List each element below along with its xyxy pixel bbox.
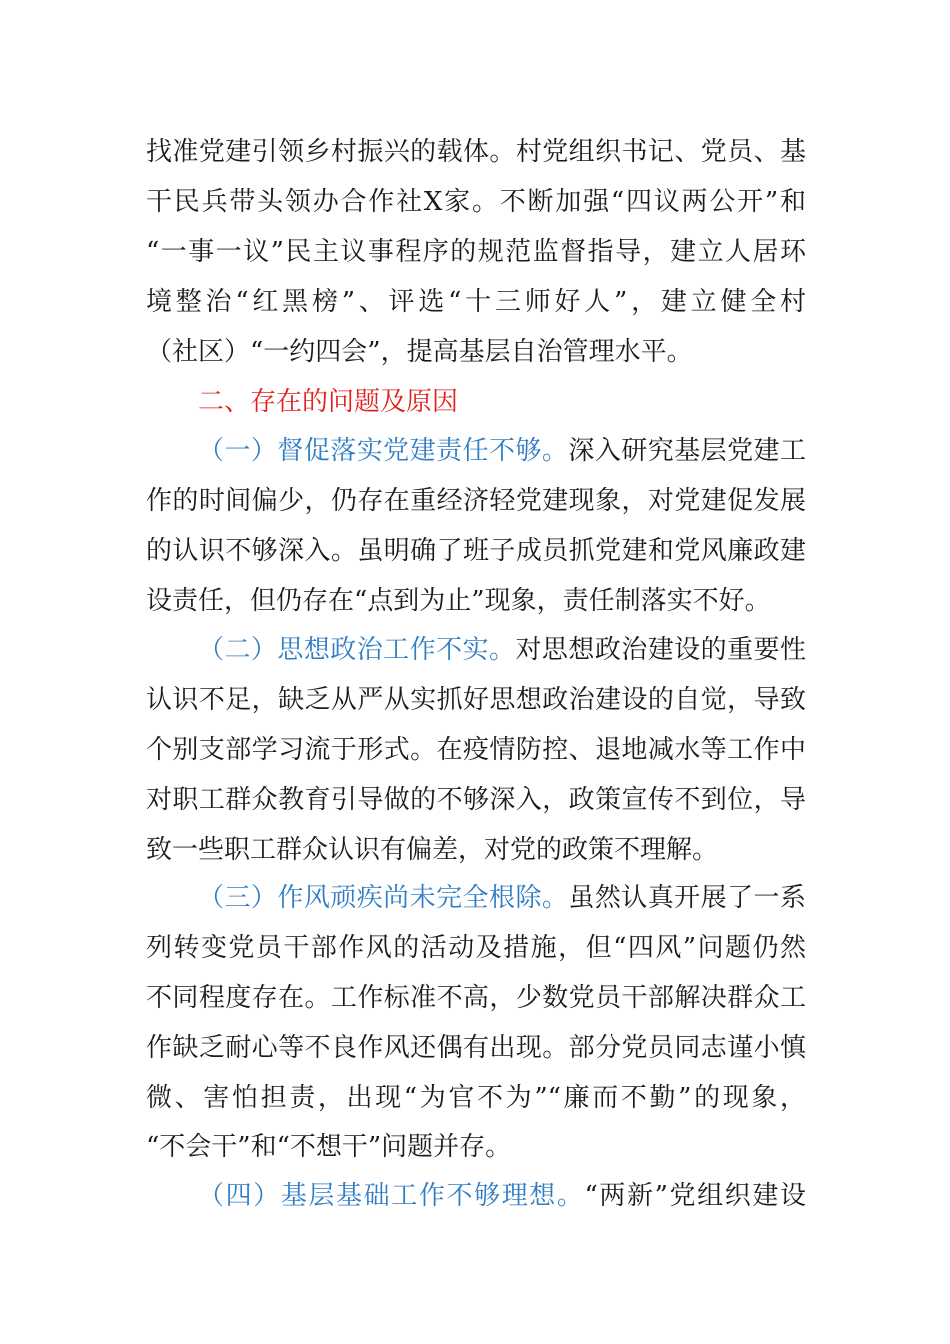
item-title: （三）作风顽疾尚未完全根除。 — [198, 883, 569, 913]
item-first-line — [198, 880, 806, 916]
body-text-line: 境整治“红黑榜”、评选“十三师好人”，建立健全村 — [146, 287, 806, 317]
item-first-line — [198, 433, 806, 469]
body-text-line: “不会干”和“不想干”问题并存。 — [146, 1132, 512, 1162]
item-first-line — [198, 632, 806, 668]
body-text-line: 设责任，但仍存在“点到为止”现象，责任制落实不好。 — [146, 586, 771, 616]
body-text-line: 不同程度存在。工作标准不高，少数党员干部解决群众工 — [146, 983, 806, 1013]
body-text-line: 微、害怕担责，出现“为官不为”“廉而不勤”的现象， — [146, 1083, 806, 1113]
item-text: “两新”党组织建设 — [584, 1181, 806, 1211]
body-text-line: 干民兵带头领办合作社X家。不断加强“四议两公开”和 — [146, 187, 806, 217]
section-heading: 二、存在的问题及原因 — [198, 387, 459, 417]
body-text-line: 认识不足，缺乏从严从实抓好思想政治建设的自觉，导致 — [146, 685, 806, 715]
body-text-line: 个别支部学习流于形式。在疫情防控、退地减水等工作中 — [146, 735, 806, 765]
body-text-line: 列转变党员干部作风的活动及措施，但“四风”问题仍然 — [146, 933, 806, 963]
item-title: （一）督促落实党建责任不够。 — [198, 436, 569, 466]
body-text-line: “一事一议”民主议事程序的规范监督指导，建立人居环 — [146, 237, 806, 267]
item-title: （四）基层基础工作不够理想。 — [198, 1181, 585, 1211]
body-text-line: 对职工群众教育引导做的不够深入，政策宣传不到位，导 — [146, 785, 806, 815]
item-text: 虽然认真开展了一系 — [568, 883, 806, 913]
body-text-line: 作的时间偏少，仍存在重经济轻党建现象，对党建促发展 — [146, 486, 806, 516]
body-text-line: （社区）“一约四会”，提高基层自治管理水平。 — [146, 337, 693, 367]
item-text: 对思想政治建设的重要性 — [515, 635, 806, 665]
body-text-line: 的认识不够深入。虽明确了班子成员抓党建和党风廉政建 — [146, 536, 806, 566]
item-first-line — [198, 1178, 806, 1214]
body-text-line: 作缺乏耐心等不良作风还偶有出现。部分党员同志谨小慎 — [146, 1033, 806, 1063]
body-text-line: 找准党建引领乡村振兴的载体。村党组织书记、党员、基 — [146, 137, 806, 167]
item-text: 深入研究基层党建工 — [568, 436, 806, 466]
body-text-line: 致一些职工群众认识有偏差，对党的政策不理解。 — [146, 835, 719, 865]
item-title: （二）思想政治工作不实。 — [198, 635, 516, 665]
